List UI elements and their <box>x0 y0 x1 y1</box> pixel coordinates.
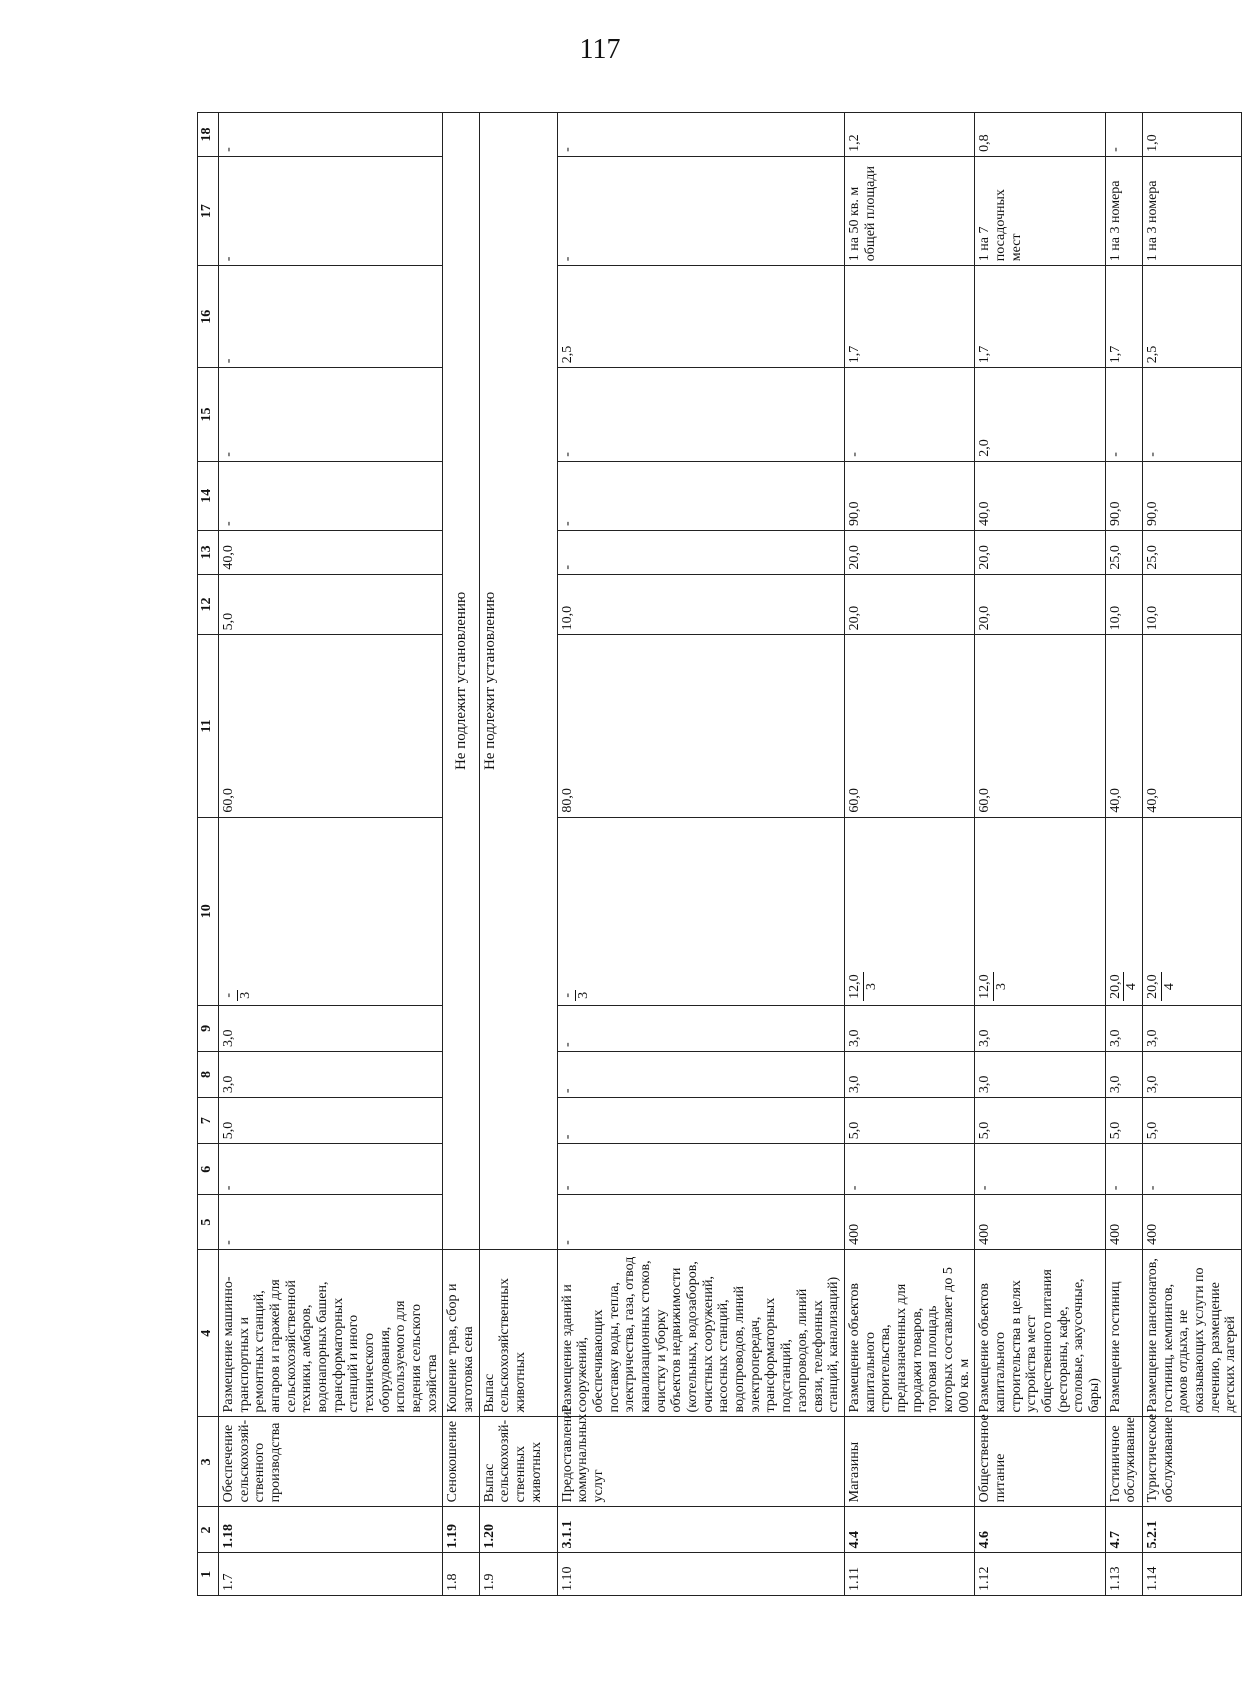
cell-value: 1 на 50 кв. м общей площади <box>844 156 974 265</box>
cell-value: 3,0 <box>844 1005 974 1051</box>
cell-not-applicable: Не подлежит установлению <box>479 113 557 1250</box>
col-header: 2 <box>198 1507 219 1553</box>
cell-description: Размещение объектов капитального строительства в целях устройства мест общественного питания (рестораны, кафе, столовые, закусочные, бары) <box>975 1249 1105 1417</box>
cell-value: - <box>975 1144 1105 1195</box>
col-header: 15 <box>198 368 219 462</box>
cell-value: - <box>1142 368 1241 462</box>
cell-value: 5,0 <box>219 1098 443 1144</box>
cell-value: - <box>219 156 443 265</box>
cell-value: - <box>557 1051 844 1097</box>
col-header: 13 <box>198 530 219 574</box>
cell-value: 80,0 <box>557 635 844 817</box>
table-row <box>1142 113 1241 1596</box>
cell-value: 2,0 <box>975 368 1105 462</box>
cell-fraction <box>557 817 844 1005</box>
cell-use-type: Магазины <box>844 1417 974 1507</box>
cell-value: 1,7 <box>844 266 974 368</box>
cell-code: 1.20 <box>479 1507 557 1553</box>
col-header: 12 <box>198 574 219 635</box>
cell-value: - <box>557 1195 844 1250</box>
cell-value: 400 <box>844 1195 974 1250</box>
cell-value: 60,0 <box>975 635 1105 817</box>
cell-value: - <box>557 1005 844 1051</box>
cell-value: - <box>219 1195 443 1250</box>
table-row <box>844 113 974 1596</box>
cell-value: 20,0 <box>844 530 974 574</box>
cell-value: 5,0 <box>975 1098 1105 1144</box>
table-row <box>975 113 1105 1596</box>
cell-value: - <box>219 1144 443 1195</box>
col-header: 9 <box>198 1005 219 1051</box>
cell-value: 1,0 <box>1142 113 1241 157</box>
cell-code: 4.6 <box>975 1507 1105 1553</box>
cell-value: 10,0 <box>1105 574 1142 635</box>
cell-value: 3,0 <box>1142 1005 1241 1051</box>
cell-value: 2,5 <box>557 266 844 368</box>
col-header: 6 <box>198 1144 219 1195</box>
cell-value: 20,0 <box>975 530 1105 574</box>
cell-value: - <box>557 530 844 574</box>
cell-number: 1.12 <box>975 1553 1105 1596</box>
cell-value: - <box>557 113 844 157</box>
cell-value: 1,7 <box>1105 266 1142 368</box>
cell-description: Размещение гостиниц <box>1105 1249 1142 1417</box>
col-header: 3 <box>198 1417 219 1507</box>
fraction-bottom: 3 <box>237 991 253 999</box>
col-header: 8 <box>198 1051 219 1097</box>
cell-value: - <box>1105 113 1142 157</box>
cell-fraction <box>844 817 974 1005</box>
fraction-bottom: 3 <box>576 991 592 999</box>
fraction-top: 20,0 <box>1107 974 1123 999</box>
cell-value: 10,0 <box>557 574 844 635</box>
col-header: 10 <box>198 817 219 1005</box>
table-row <box>443 113 479 1596</box>
cell-number: 1.8 <box>443 1553 479 1596</box>
cell-fraction <box>1142 817 1241 1005</box>
table-row <box>479 113 557 1596</box>
cell-use-type: Гостиничное обслуживание <box>1105 1417 1142 1507</box>
cell-value: - <box>844 1144 974 1195</box>
fraction-top: - <box>560 990 577 1001</box>
cell-value: 0,8 <box>975 113 1105 157</box>
cell-value: 1,2 <box>844 113 974 157</box>
cell-use-type: Туристическое обслуживание <box>1142 1417 1241 1507</box>
cell-number: 1.9 <box>479 1553 557 1596</box>
table-row <box>1105 113 1142 1596</box>
cell-not-applicable: Не подлежит установлению <box>443 113 479 1250</box>
cell-fraction <box>1105 817 1142 1005</box>
cell-value: 25,0 <box>1105 530 1142 574</box>
fraction-top: 12,0 <box>977 974 993 999</box>
cell-value: 3,0 <box>1105 1005 1142 1051</box>
zoning-parameters-table <box>197 112 1242 1596</box>
page-number: 117 <box>579 34 621 65</box>
fraction-top: 20,0 <box>1144 974 1160 999</box>
cell-number: 1.13 <box>1105 1553 1142 1596</box>
cell-value: 3,0 <box>219 1005 443 1051</box>
fraction-bottom: 3 <box>863 983 879 991</box>
cell-value: 40,0 <box>1105 635 1142 817</box>
cell-value: - <box>219 461 443 530</box>
cell-value: - <box>557 156 844 265</box>
fraction-bottom: 4 <box>1124 983 1140 991</box>
cell-description: Размещение зданий и сооружений, обеспечивающих поставку воды, тепла, электричества, газа, отвод канализационных стоков, очистку и уборку объектов недвижимости (котельных, водозаборов, очистных сооружений, насосных станций, водопроводов, линий электропередач, трансформаторных подстанций, газопроводов, линий связи, телефонных станций, канализаций) <box>557 1249 844 1417</box>
cell-code: 1.19 <box>443 1507 479 1553</box>
cell-value: 5,0 <box>219 574 443 635</box>
cell-value: 60,0 <box>844 635 974 817</box>
cell-use-type: Общественное питание <box>975 1417 1105 1507</box>
col-header: 4 <box>198 1249 219 1417</box>
cell-value: 20,0 <box>975 574 1105 635</box>
col-header: 18 <box>198 113 219 157</box>
cell-code: 3.1.1 <box>557 1507 844 1553</box>
cell-value: - <box>557 368 844 462</box>
cell-value: - <box>219 113 443 157</box>
cell-value: - <box>1105 1144 1142 1195</box>
cell-value: - <box>844 368 974 462</box>
cell-number: 1.10 <box>557 1553 844 1596</box>
cell-code: 5.2.1 <box>1142 1507 1241 1553</box>
col-header: 7 <box>198 1098 219 1144</box>
cell-value: - <box>1142 1144 1241 1195</box>
cell-value: 20,0 <box>844 574 974 635</box>
cell-code: 4.4 <box>844 1507 974 1553</box>
cell-value: - <box>557 1098 844 1144</box>
cell-value: 5,0 <box>844 1098 974 1144</box>
cell-value: 3,0 <box>975 1051 1105 1097</box>
cell-description: Выпас сельскохозяйственных животных <box>479 1249 557 1417</box>
cell-value: - <box>219 368 443 462</box>
table-row <box>219 113 443 1596</box>
fraction-top: - <box>221 990 238 1001</box>
cell-number: 1.7 <box>219 1553 443 1596</box>
table-row <box>557 113 844 1596</box>
cell-value: 5,0 <box>1105 1098 1142 1144</box>
cell-value: 400 <box>975 1195 1105 1250</box>
cell-value: 90,0 <box>1105 461 1142 530</box>
cell-value: 400 <box>1142 1195 1241 1250</box>
header-row <box>198 113 219 1596</box>
cell-value: 40,0 <box>1142 635 1241 817</box>
cell-value: 1 на 7 посадочных мест <box>975 156 1105 265</box>
cell-value: 90,0 <box>844 461 974 530</box>
cell-value: 3,0 <box>1105 1051 1142 1097</box>
cell-value: 90,0 <box>1142 461 1241 530</box>
fraction-bottom: 3 <box>993 983 1009 991</box>
cell-use-type: Сенокошение <box>443 1417 479 1507</box>
col-header: 14 <box>198 461 219 530</box>
cell-value: 60,0 <box>219 635 443 817</box>
cell-value: 40,0 <box>975 461 1105 530</box>
cell-description: Размещение машинно-транспортных и ремонтных станций, ангаров и гаражей для сельскохозяйственной техники, амбаров, водонапорных башен, трансформаторных станций и иного технического оборудования, используемого для ведения сельского хозяйства <box>219 1249 443 1417</box>
cell-value: 5,0 <box>1142 1098 1241 1144</box>
cell-value: - <box>557 461 844 530</box>
cell-value: - <box>557 1144 844 1195</box>
cell-description: Размещение объектов капитального строительства, предназначенных для продажи товаров, торговая площадь которых составляет до 5 000 кв. м <box>844 1249 974 1417</box>
cell-use-type: Предоставление коммунальных услуг <box>557 1417 844 1507</box>
cell-value: 40,0 <box>219 530 443 574</box>
cell-value: - <box>1105 368 1142 462</box>
cell-value: 3,0 <box>975 1005 1105 1051</box>
cell-value: 1 на 3 номера <box>1142 156 1241 265</box>
cell-number: 1.14 <box>1142 1553 1241 1596</box>
cell-fraction <box>975 817 1105 1005</box>
col-header: 11 <box>198 635 219 817</box>
cell-code: 1.18 <box>219 1507 443 1553</box>
cell-value: 25,0 <box>1142 530 1241 574</box>
fraction-bottom: 4 <box>1161 983 1177 991</box>
cell-fraction <box>219 817 443 1005</box>
cell-number: 1.11 <box>844 1553 974 1596</box>
cell-use-type: Выпас сельскохозяй-ственных животных <box>479 1417 557 1507</box>
col-header: 17 <box>198 156 219 265</box>
rotated-table-wrapper <box>197 112 1239 1596</box>
cell-value: 2,5 <box>1142 266 1241 368</box>
cell-value: 3,0 <box>844 1051 974 1097</box>
cell-description: Кошение трав, сбор и заготовка сена <box>443 1249 479 1417</box>
cell-value: 1,7 <box>975 266 1105 368</box>
cell-description: Размещение пансионатов, гостиниц, кемпингов, домов отдыха, не оказывающих услуги по лечению, размещение детских лагерей <box>1142 1249 1241 1417</box>
cell-value: 3,0 <box>1142 1051 1241 1097</box>
col-header: 1 <box>198 1553 219 1596</box>
col-header: 16 <box>198 266 219 368</box>
cell-value: 10,0 <box>1142 574 1241 635</box>
cell-value: 3,0 <box>219 1051 443 1097</box>
col-header: 5 <box>198 1195 219 1250</box>
cell-value: 400 <box>1105 1195 1142 1250</box>
cell-value: 1 на 3 номера <box>1105 156 1142 265</box>
cell-value: - <box>219 266 443 368</box>
cell-use-type: Обеспечение сельскохозяй-ственного производства <box>219 1417 443 1507</box>
cell-code: 4.7 <box>1105 1507 1142 1553</box>
fraction-top: 12,0 <box>846 974 862 999</box>
